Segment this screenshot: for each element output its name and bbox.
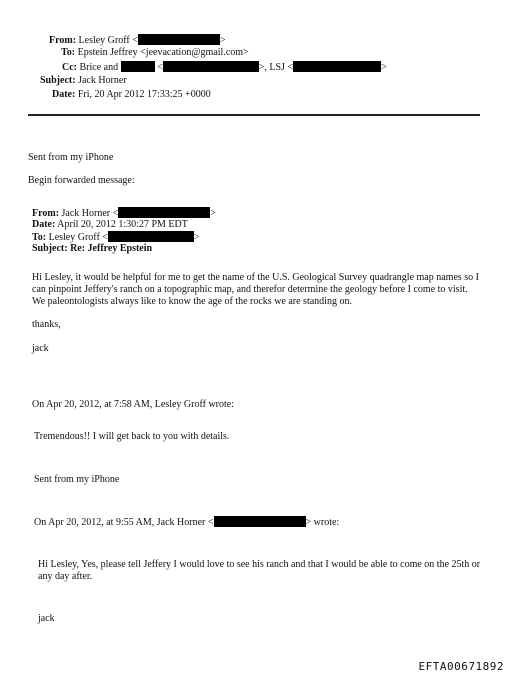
fwd-date-row (32, 219, 188, 231)
fwd-to-close: > (193, 232, 200, 243)
header-divider (28, 114, 480, 116)
begin-forwarded-line: Begin forwarded message: (28, 175, 135, 186)
quote2-header-pre: On Apr 20, 2012, at 9:55 AM, Jack Horner < (34, 517, 214, 528)
fwd-subject-value: Re: Jeffrey Epstein (70, 243, 153, 254)
fwd-from-label: From: (32, 208, 60, 219)
cc-lt: < (157, 62, 163, 73)
quote1-text: Tremendous!! I will get back to you with details. (34, 431, 230, 442)
header-to-row (61, 47, 249, 59)
quote2-header (34, 516, 339, 529)
redaction-bar (138, 34, 220, 45)
redaction-bar (163, 61, 259, 72)
signature-1: jack (32, 343, 49, 354)
sent-from-line: Sent from my iPhone (28, 152, 114, 163)
redaction-bar (118, 207, 210, 218)
header-cc-row (62, 61, 387, 74)
from-close: > (219, 35, 226, 46)
cc-label: Cc: (62, 62, 77, 73)
fwd-subject-row (32, 243, 152, 255)
to-value: Epstein Jeffrey <jeevacation@gmail.com> (77, 47, 249, 58)
quote2-header-post: > wrote: (305, 517, 340, 528)
header-subject-row (40, 75, 127, 87)
fwd-subject-label: Subject: (32, 243, 68, 254)
fwd-date-label: Date: (32, 219, 56, 230)
redaction-bar (293, 61, 381, 72)
redaction-bar (108, 231, 194, 242)
signature-2: jack (38, 613, 55, 624)
from-label: From: (49, 35, 77, 46)
fwd-date-value: April 20, 2012 1:30:27 PM EDT (57, 219, 188, 230)
cc-mid: >, LSJ < (258, 62, 294, 73)
redaction-bar (121, 61, 155, 72)
header-date-row (52, 89, 211, 101)
redaction-bar (214, 516, 306, 527)
document-id-stamp: EFTA00671892 (418, 660, 504, 673)
fwd-from-close: > (210, 208, 216, 219)
thanks-line: thanks, (32, 319, 61, 330)
fwd-to-label: To: (32, 232, 47, 243)
header-from-row (49, 34, 226, 47)
message-paragraph: Hi Lesley, it would be helpful for me to get the name of the U.S. Geological Survey quadrangle map names so I can pinpoint Jeffery's ranch on a topographic map, and therefor determine the geology before I come to visit. We paleontologists always like to know the age of the rocks we are standing on. (32, 272, 480, 307)
quote2-text: Hi Lesley, Yes, please tell Jeffery I would love to see his ranch and that I would be able to come on the 25th or any day after. (38, 559, 481, 582)
to-label: To: (61, 47, 76, 58)
subject-value: Jack Horner (78, 75, 127, 86)
subject-label: Subject: (40, 75, 76, 86)
fwd-to-value: Lesley Groff < (48, 232, 108, 243)
cc-value: Brice and (79, 62, 119, 73)
fwd-from-value: Jack Horner < (61, 208, 119, 219)
from-value: Lesley Groff < (78, 35, 138, 46)
quote1-sent: Sent from my iPhone (34, 474, 120, 485)
date-value: Fri, 20 Apr 2012 17:33:25 +0000 (77, 89, 211, 100)
date-label: Date: (52, 89, 76, 100)
quote1-header: On Apr 20, 2012, at 7:58 AM, Lesley Groff wrote: (32, 399, 235, 410)
cc-close: > (381, 62, 387, 73)
